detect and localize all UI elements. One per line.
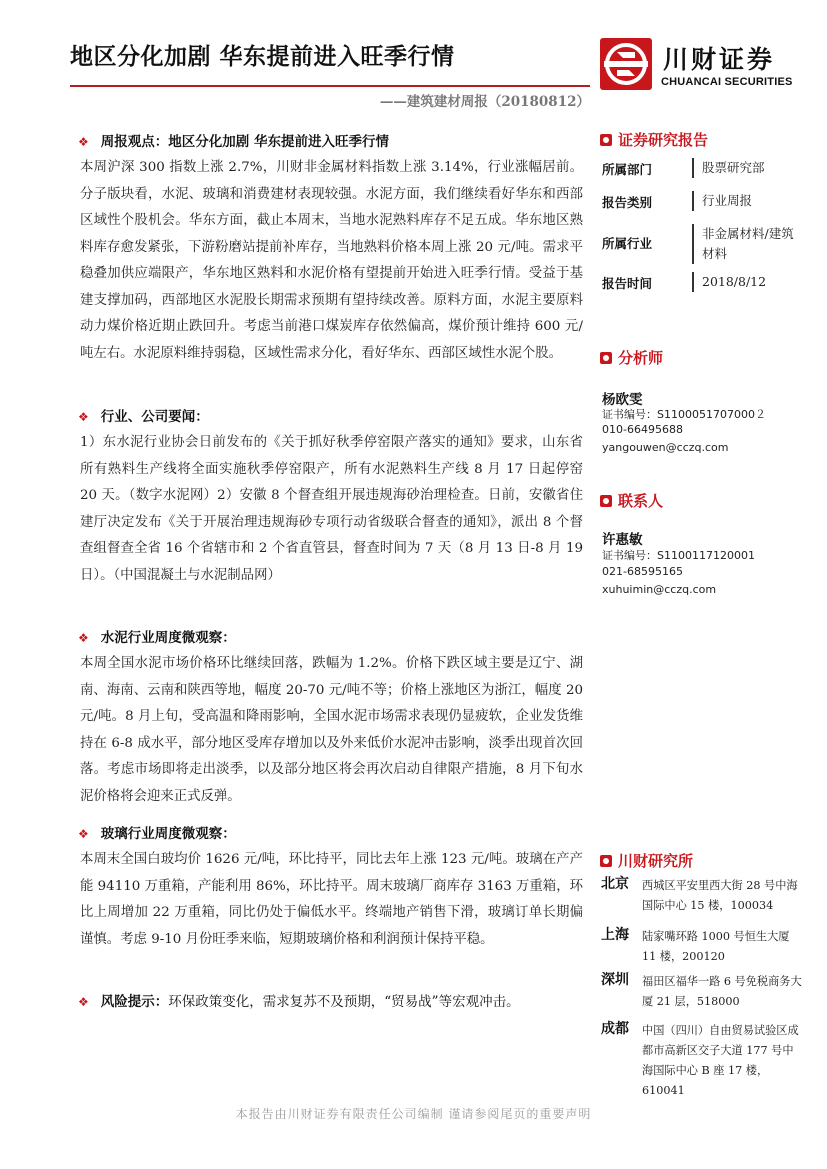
analyst-name: 杨欧雯 [602,392,643,408]
report-subtitle: ——建筑建材周报（20180812） [379,94,590,110]
office-address: 中国（四川）自由贸易试验区成都市高新区交子大道 177 号中海国际中心 B 座 17 楼，610041 [642,1024,799,1097]
section-paragraph-news: 1）东水泥行业协会日前发布的《关于抓好秋季停窑限产落实的通知》要求，山东省所有熟料生产线将全面实施秋季停窑限产，所有水泥熟料生产线 8 月 17 日起停窑 20 天。（数字水泥网）2）安徽 8 个督查组开展违规海砂治理检查。日前，安徽省住建厅决定发布《关于开展治理违规海砂专项行动省级联合督查的通知》，派出 8 个督查组督查全省 16 个省辖市和 2 个省直管县，督查时间为 7 天（8 月 13 日-8 月 19 日）。（中国混凝土与水泥制品网） [80,435,583,583]
meta-label: 所属行业 [602,236,653,251]
analyst-email[interactable]: yangouwen@cczq.com [602,441,729,454]
meta-label: 所属部门 [602,162,653,177]
meta-value: 2018/8/12 [692,272,766,292]
contact-cert: 证书编号：S1100117120001 [602,549,755,562]
office-city: 深圳 [601,972,629,988]
office-city: 上海 [601,927,629,943]
company-name-en: CHUANCAI SECURITIES [661,76,793,88]
analyst-icon [600,352,612,364]
diamond-bullet-icon: ❖ [78,995,89,1009]
section-paragraph-cement: 本周全国水泥市场价格环比继续回落，跌幅为 1.2%。价格下跌区域主要是辽宁、湖南、海南、云南和陕西等地，幅度 20-70 元/吨不等；价格上涨地区为浙江，幅度 20 元/吨。8 月上旬，受高温和降雨影响，全国水泥市场需求表现仍显疲软，企业发货维持在 6-8 成水平，部分地区受库存增加以及外来低价水泥冲击影响，淡季出现首次回落。考虑市场即将走出淡季，以及部分地区将会再次启动自律限产措施，8 月下旬水泥价格将会迎来正式反弹。 [80,656,583,804]
office-address: 福田区福华一路 6 号免税商务大厦 21 层，518000 [642,975,802,1008]
section-heading-glass: ❖ 玻璃行业周度微观察： [78,826,236,842]
meta-label: 报告时间 [602,276,653,291]
office-address: 陆家嘴环路 1000 号恒生大厦 11 楼，200120 [642,930,790,963]
section-heading-news: ❖ 行业、公司要闻： [78,409,209,425]
sidebar-heading-analyst: 分析师 [600,347,663,368]
diamond-bullet-icon: ❖ [78,827,89,841]
contact-phone: 021-68595165 [602,565,683,578]
contact-icon [600,495,612,507]
contact-name: 许惠敏 [602,532,643,548]
office-city: 成都 [601,1021,629,1037]
analyst-cert: 证书编号：S1100051707000２ [602,408,766,421]
sidebar-heading-contact: 联系人 [600,490,663,511]
report-title: 地区分化加剧 华东提前进入旺季行情 [70,43,455,70]
header-divider [70,85,590,87]
section-paragraph-view: 本周沪深 300 指数上涨 2.7%，川财非金属材料指数上涨 3.14%，行业涨幅居前。分子版块看，水泥、玻璃和消费建材表现较强。水泥方面，我们继续看好华东和西部区域性个股机会。华东方面，截止本周末，当地水泥熟料库存不足五成。华东地区熟料库存愈发紧张，下游粉磨站提前补库存，当地熟料价格本周上涨 20 元/吨。需求平稳叠加供应端限产，华东地区熟料和水泥价格有望提前开始进入旺季行情。受益于基建支撑加码，西部地区水泥股长期需求预期有望持续改善。原料方面，水泥主要原料动力煤价格近期止跌回升。考虑当前港口煤炭库存依然偏高，煤价预计维持 600 元/吨左右。水泥原料维持弱稳，区域性需求分化，看好华东、西部区域性水泥个股。 [80,160,583,361]
sidebar-heading-institute: 川财研究所 [600,850,693,871]
diamond-bullet-icon: ❖ [78,135,89,149]
section-heading-cement: ❖ 水泥行业周度微观察： [78,630,236,646]
institute-icon [600,855,612,867]
analyst-phone: 010-66495688 [602,423,683,436]
section-risk: ❖ 风险提示：环保政策变化，需求复苏不及预期，“贸易战”等宏观冲击。 [78,994,520,1010]
meta-value: 行业周报 [692,191,752,211]
office-city: 北京 [601,876,629,892]
contact-email[interactable]: xuhuimin@cczq.com [602,583,717,596]
meta-label: 报告类别 [602,195,653,210]
risk-text: 环保政策变化，需求复苏不及预期，“贸易战”等宏观冲击。 [168,994,520,1010]
company-logo-icon [600,38,652,90]
sidebar-heading-report: 证券研究报告 [600,129,708,150]
section-paragraph-glass: 本周末全国白玻均价 1626 元/吨，环比持平，同比去年上涨 123 元/吨。玻璃在产产能 94110 万重箱，产能利用 86%，环比持平。周末玻璃厂商库存 3163 万重箱，环比上周增加 22 万重箱，同比仍处于偏低水平。终端地产销售下滑，玻璃订单长期偏谨慎。考虑 9-10 月份旺季来临，短期玻璃价格和利润预计保持平稳。 [80,852,583,947]
section-heading-view: ❖ 周报观点：地区分化加剧 华东提前进入旺季行情 [78,134,389,150]
office-address: 西城区平安里西大街 28 号中海国际中心 15 楼，100034 [642,879,798,912]
footer-disclaimer: 本报告由川财证券有限责任公司编制 谨请参阅尾页的重要声明 [235,1107,592,1121]
company-name-cn: 川财证券 [663,45,776,74]
diamond-bullet-icon: ❖ [78,631,89,645]
diamond-bullet-icon: ❖ [78,410,89,424]
meta-value: 股票研究部 [692,158,765,178]
report-icon [600,134,612,146]
meta-value: 非金属材料/建筑材料 [692,224,802,264]
